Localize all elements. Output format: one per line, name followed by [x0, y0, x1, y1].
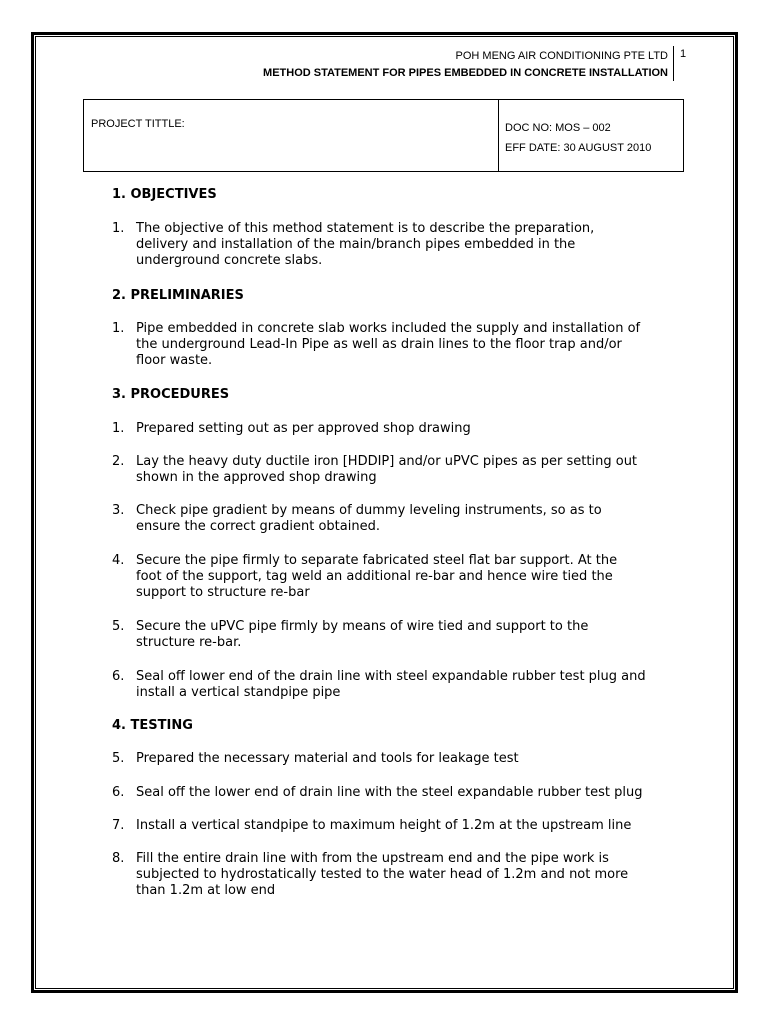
list-number: 3.: [112, 503, 125, 518]
list-text: Seal off lower end of the drain line with steel expandable rubber test plug and install a vertical standpipe pipe: [136, 669, 646, 700]
list-text: Secure the pipe firmly to separate fabricated steel flat bar support. At the foot of the support, tag weld an additional re-bar and hence wire tied the support to structure re-bar: [136, 553, 618, 600]
list-text: Install a vertical standpipe to maximum height of 1.2m at the upstream line: [136, 818, 632, 833]
list-number: 7.: [112, 818, 125, 833]
list-number: 6.: [112, 785, 125, 800]
list-number: 5.: [112, 619, 125, 634]
doc-number: DOC NO: MOS – 002: [505, 122, 611, 134]
list-number: 1.: [112, 221, 125, 236]
list-text: Prepared the necessary material and tools for leakage test: [136, 751, 519, 766]
doc-info-cell: [505, 118, 651, 158]
section-title-objectives: 1. OBJECTIVES: [112, 187, 217, 202]
list-text: The objective of this method statement is to describe the preparation, delivery and installation of the main/branch pipes embedded in the underground concrete slabs.: [136, 221, 595, 268]
project-info-table: [83, 99, 684, 172]
table-divider: [498, 100, 499, 171]
document-title: METHOD STATEMENT FOR PIPES EMBEDDED IN CONCRETE INSTALLATION: [263, 67, 668, 79]
section-title-testing: 4. TESTING: [112, 718, 193, 733]
list-number: 1.: [112, 421, 125, 436]
list-text: Seal off the lower end of drain line with the steel expandable rubber test plug: [136, 785, 643, 800]
list-number: 5.: [112, 751, 125, 766]
list-number: 8.: [112, 851, 125, 866]
list-text: Secure the uPVC pipe firmly by means of wire tied and support to the structure re-bar.: [136, 619, 589, 650]
section-title-preliminaries: 2. PRELIMINARIES: [112, 288, 244, 303]
document-header: [263, 48, 668, 82]
list-text: Prepared setting out as per approved shop drawing: [136, 421, 471, 436]
list-text: Pipe embedded in concrete slab works included the supply and installation of the underground Lead-In Pipe as well as drain lines to the floor trap and/or floor waste.: [136, 321, 641, 368]
list-text: Check pipe gradient by means of dummy leveling instruments, so as to ensure the correct gradient obtained.: [136, 503, 602, 534]
list-number: 6.: [112, 669, 125, 684]
list-text: Lay the heavy duty ductile iron [HDDIP] and/or uPVC pipes as per setting out shown in the approved shop drawing: [136, 454, 638, 485]
effective-date: EFF DATE: 30 AUGUST 2010: [505, 142, 652, 154]
company-name: POH MENG AIR CONDITIONING PTE LTD: [455, 50, 668, 62]
header-divider: [673, 46, 674, 81]
list-number: 1.: [112, 321, 125, 336]
section-title-procedures: 3. PROCEDURES: [112, 387, 230, 402]
list-number: 4.: [112, 553, 125, 568]
page-number: 1: [680, 48, 687, 60]
list-number: 2.: [112, 454, 125, 469]
list-text: Fill the entire drain line with from the upstream end and the pipe work is subjected to hydrostatically tested to the water head of 1.2m and not more than 1.2m at low end: [136, 851, 629, 898]
project-title-label: PROJECT TITTLE:: [91, 118, 185, 130]
